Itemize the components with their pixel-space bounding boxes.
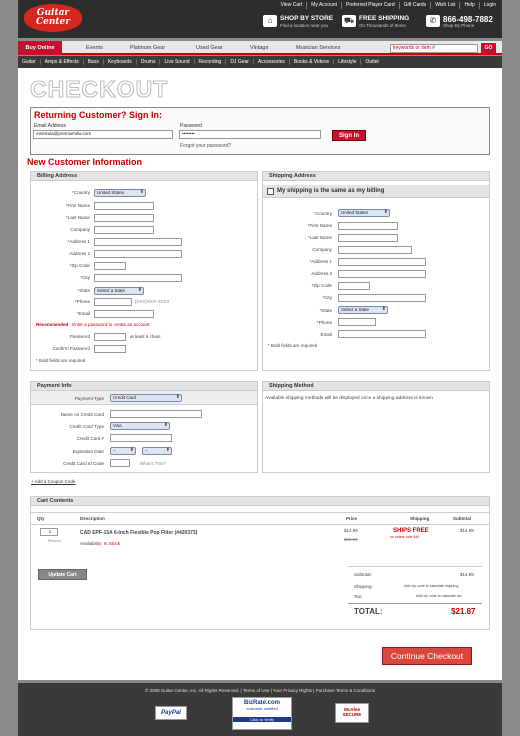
new-customer-title: New Customer Information <box>27 157 143 167</box>
billing-email-label: *Email <box>76 311 90 316</box>
name-on-card-input[interactable] <box>110 410 202 418</box>
footer-link-terms[interactable]: Terms of Use <box>242 688 270 693</box>
billing-address1-input[interactable] <box>94 238 182 246</box>
billing-zip-input[interactable] <box>94 262 126 270</box>
card-type-select[interactable]: Visa ⬍ <box>110 422 170 430</box>
availability-label: Availability: <box>80 541 103 546</box>
shipping-state-label: *State <box>319 308 332 313</box>
tax-value: Add zip code to calculate tax <box>416 594 462 598</box>
shipping-zip-label: *Zip Code <box>311 283 332 288</box>
shipping-email-input[interactable] <box>338 330 426 338</box>
billing-confirm-password-input[interactable] <box>94 345 126 353</box>
bizrate-badge[interactable] <box>232 697 292 730</box>
totals-divider <box>348 566 482 567</box>
cat-guitar[interactable]: Guitar <box>22 59 36 65</box>
cat-amps[interactable]: Amps & Effects <box>40 59 83 65</box>
cart-qty-input[interactable]: 1 <box>40 528 58 536</box>
shop-by-store-sub: Find a location near you <box>280 23 329 28</box>
shipping-city-label: *City <box>322 295 332 300</box>
payment-type-select[interactable]: Credit Card ⬍ <box>110 394 182 402</box>
subtotal-value: $14.99 <box>460 572 474 577</box>
billing-company-label: Company <box>70 227 90 232</box>
shipping-company-label: Company <box>312 247 332 252</box>
top-link-view-cart[interactable]: View Cart <box>280 2 303 8</box>
billing-address2-label: Address 2 <box>69 251 90 256</box>
billing-password-hint: at least 6 chars <box>130 334 161 339</box>
billing-country-select[interactable]: United States ⬍ <box>94 189 146 197</box>
signin-email-input[interactable]: msinkula@premiumdw.com <box>33 130 173 139</box>
billing-title: Billing Address <box>31 172 257 181</box>
billing-password-label: Password <box>69 334 90 339</box>
shop-by-store-title: SHOP BY STORE <box>280 15 334 22</box>
shipping-method-panel <box>262 381 490 473</box>
top-link-wish-list[interactable]: Wish List <box>430 2 459 9</box>
payment-title: Payment Info <box>31 382 257 391</box>
bizrate-title: BizRate.com <box>243 700 280 706</box>
billing-phone-label: *Phone <box>74 299 90 304</box>
billing-email-input[interactable] <box>94 310 154 318</box>
mcafee-badge[interactable]: McAfee SECURE <box>335 703 369 723</box>
billing-address2-input[interactable] <box>94 250 182 258</box>
card-type-label: Credit Card Type <box>69 424 104 429</box>
top-link-preferred-card[interactable]: Preferred Player Card <box>341 2 399 9</box>
shipping-method-title: Shipping Method <box>263 382 489 391</box>
tab-vintage[interactable]: Vintage <box>250 45 269 51</box>
shipping-company-input[interactable] <box>338 246 412 254</box>
total-label: TOTAL: <box>354 607 383 616</box>
cart-item-old-price: $39.00 <box>344 537 358 542</box>
page-title: CHECKOUT <box>30 76 169 102</box>
footer-link-privacy[interactable]: Your Privacy Rights <box>272 688 313 693</box>
search-go-button[interactable]: GO <box>481 43 496 54</box>
cat-drums[interactable]: Drums <box>136 59 160 65</box>
bizrate-sub: customer certified <box>246 706 278 711</box>
logo-line2: Center <box>35 17 71 27</box>
top-link-login[interactable]: Login <box>479 2 500 9</box>
billing-city-label: *City <box>80 275 90 280</box>
cart-item-subtotal: $14.99 <box>460 528 474 533</box>
shipping-method-text: Available shipping methods will be displayed once a shipping address is known <box>265 396 433 401</box>
shipping-address2-label: Address 2 <box>311 271 332 276</box>
cart-item-price: $14.99 <box>344 528 358 533</box>
shipping-first-name-input[interactable] <box>338 222 398 230</box>
name-on-card-label: Name on Credit Card <box>60 412 104 417</box>
phone-number: 866-498-7882 <box>443 15 493 24</box>
cart-item-name[interactable]: CAD EPF-15A 6-Inch Flexible Pop Filter (#420373) <box>80 530 198 536</box>
shipping-zip-input[interactable] <box>338 282 370 290</box>
shipping-address1-input[interactable] <box>338 258 426 266</box>
total-divider <box>348 603 482 604</box>
billing-first-name-input[interactable] <box>94 202 154 210</box>
billing-last-name-input[interactable] <box>94 214 154 222</box>
shipping-country-label: *Country <box>314 211 332 216</box>
shipping-phone-input[interactable] <box>338 318 376 326</box>
cat-accessories[interactable]: Accessories <box>253 59 289 65</box>
tab-platinum-gear[interactable]: Platinum Gear <box>130 45 166 51</box>
tab-events[interactable]: Events <box>86 45 103 51</box>
cat-lifestyle[interactable]: Lifestyle <box>333 59 360 65</box>
email-label: Email Address <box>34 123 66 129</box>
tax-label: Tax: <box>354 594 363 599</box>
top-link-gift-cards[interactable]: Gift Cards <box>399 2 431 9</box>
shipping-address2-input[interactable] <box>338 270 426 278</box>
cat-bass[interactable]: Bass <box>83 59 103 65</box>
billing-city-input[interactable] <box>94 274 182 282</box>
billing-state-label: *State <box>77 288 90 293</box>
shipping-last-name-label: *Last Name <box>307 235 332 240</box>
free-shipping[interactable] <box>342 15 409 28</box>
shipping-country-select[interactable]: United States ⬍ <box>338 209 390 217</box>
cart-title: Cart Contents <box>31 497 489 506</box>
tab-used-gear[interactable]: Used Gear <box>196 45 223 51</box>
continue-checkout-button[interactable]: Continue Checkout <box>382 647 472 665</box>
paypal-badge[interactable]: PayPal <box>155 706 187 720</box>
billing-state-select[interactable]: Select a State ⬍ <box>94 287 144 295</box>
billing-confirm-password-label: Confirm Password <box>52 346 90 351</box>
top-links <box>260 2 500 9</box>
exp-month-select[interactable]: -- ⬍ <box>110 447 136 455</box>
recommended-label: Recommended <box>36 322 69 327</box>
copyright: © 2008 Guitar Center, Inc. All Rights Reserved. <box>145 688 240 693</box>
shipping-last-name-input[interactable] <box>338 234 398 242</box>
billing-zip-label: *Zip Code <box>69 263 90 268</box>
shipping-city-input[interactable] <box>338 294 426 302</box>
billing-company-input[interactable] <box>94 226 154 234</box>
guitar-center-logo[interactable] <box>24 4 82 32</box>
cart-availability <box>80 541 120 546</box>
cart-remove-link[interactable]: Remove <box>48 539 62 543</box>
billing-last-name-label: *Last Name <box>65 215 90 220</box>
shipping-total-value: Add zip code to calculate shipping <box>404 584 459 588</box>
cvv-input[interactable] <box>110 459 130 467</box>
whats-this-link[interactable]: What's This? <box>140 461 166 466</box>
top-link-my-account[interactable]: My Account <box>306 2 341 9</box>
password-label: Password <box>180 123 202 129</box>
update-cart-button[interactable]: Update Cart <box>38 569 87 580</box>
cat-dj-gear[interactable]: DJ Gear <box>225 59 253 65</box>
cart-row-divider <box>31 524 489 525</box>
forgot-password-link[interactable]: Forgot your password? <box>180 143 232 149</box>
billing-phone-hint: (XXX)XXX-XXXX <box>135 299 170 304</box>
card-number-input[interactable] <box>110 434 172 442</box>
free-shipping-title: FREE SHIPPING <box>359 15 410 22</box>
store-icon: ⌂ <box>263 15 277 27</box>
billing-bold-note: * Bold fields are required <box>36 358 86 363</box>
cart-col-subtotal: Subtotal <box>453 516 471 521</box>
cart-header-divider <box>31 512 489 513</box>
cat-live-sound[interactable]: Live Sound <box>159 59 193 65</box>
shipping-phone-label: *Phone <box>316 320 332 325</box>
shipping-first-name-label: *First Name <box>307 223 332 228</box>
footer-text: © 2008 Guitar Center, Inc. All Rights Reserved. | Terms of Use | Your Privacy Rights | Purchase Terms & Conditions <box>145 688 375 693</box>
billing-address1-label: *Address 1 <box>67 239 90 244</box>
recommended-note <box>36 322 149 327</box>
billing-country-label: *Country <box>72 190 90 195</box>
shop-by-store[interactable] <box>263 15 333 28</box>
card-number-label: Credit Card # <box>76 436 104 441</box>
payment-type-label: Payment Type <box>74 396 104 401</box>
footer-link-purchase-terms[interactable]: Purchase Terms & Conditions <box>315 688 375 693</box>
cat-outlet[interactable]: Outlet <box>360 59 382 65</box>
top-link-help[interactable]: Help <box>459 2 478 9</box>
phone-icon: ✆ <box>426 15 440 27</box>
shipping-address1-label: *Address 1 <box>309 259 332 264</box>
cat-keyboards[interactable]: Keyboards <box>103 59 136 65</box>
ships-free-badge: SHIPS FREE <box>393 528 429 534</box>
shipping-email-label: Email <box>320 332 332 337</box>
total-value: $21.87 <box>451 607 476 616</box>
sign-in-button[interactable]: Sign In <box>332 130 366 141</box>
cat-books[interactable]: Books & Videos <box>289 59 333 65</box>
expiration-label: Expiration Date <box>72 449 104 454</box>
billing-phone-input[interactable] <box>94 298 132 306</box>
same-as-billing-label: My shipping is the same as my billing <box>277 188 385 194</box>
shop-by-phone[interactable] <box>426 15 493 28</box>
shipping-title: Shipping Address <box>263 172 489 181</box>
recommended-text: - Enter a password to create an account <box>68 322 150 327</box>
tab-buy-online[interactable]: Buy Online <box>18 41 62 55</box>
shipping-state-select[interactable]: Select a State ⬍ <box>338 306 388 314</box>
exp-year-select[interactable]: -- ⬍ <box>142 447 172 455</box>
logo-line1: Guitar <box>36 8 70 18</box>
bizrate-click: Click to Verify <box>233 717 291 722</box>
ships-free-sub: on orders over $49 <box>390 535 420 539</box>
phone-sub: Shop By Phone <box>443 23 475 28</box>
availability-value: In Stock <box>103 541 120 546</box>
cat-recording[interactable]: Recording <box>194 59 226 65</box>
cart-col-description: Description <box>80 516 105 521</box>
cart-col-shipping: Shipping <box>410 516 430 521</box>
billing-panel <box>30 171 258 371</box>
billing-first-name-label: *First Name <box>65 203 90 208</box>
billing-password-input[interactable] <box>94 333 126 341</box>
search-input[interactable]: keywords or item # <box>390 44 478 53</box>
tab-musician-services[interactable]: Musician Services <box>296 45 341 51</box>
shipping-bold-note: * Bold fields are required <box>268 343 318 348</box>
add-coupon-link[interactable]: + Add a Coupon Code <box>31 479 76 484</box>
same-as-billing-checkbox[interactable] <box>267 188 274 195</box>
shipping-total-label: Shipping: <box>354 584 373 589</box>
truck-icon: ⛟ <box>343 16 355 25</box>
returning-title: Returning Customer? Sign In: <box>34 110 162 120</box>
signin-password-input[interactable]: •••••••• <box>179 130 321 139</box>
free-shipping-sub: On Thousands of Items <box>359 23 406 28</box>
category-nav <box>18 56 502 68</box>
cart-col-price: Price <box>346 516 358 521</box>
cart-col-qty: Qty <box>37 516 45 521</box>
cvv-label: Credit Card Id Code <box>63 461 104 466</box>
subtotal-label: Subtotal: <box>354 572 372 577</box>
